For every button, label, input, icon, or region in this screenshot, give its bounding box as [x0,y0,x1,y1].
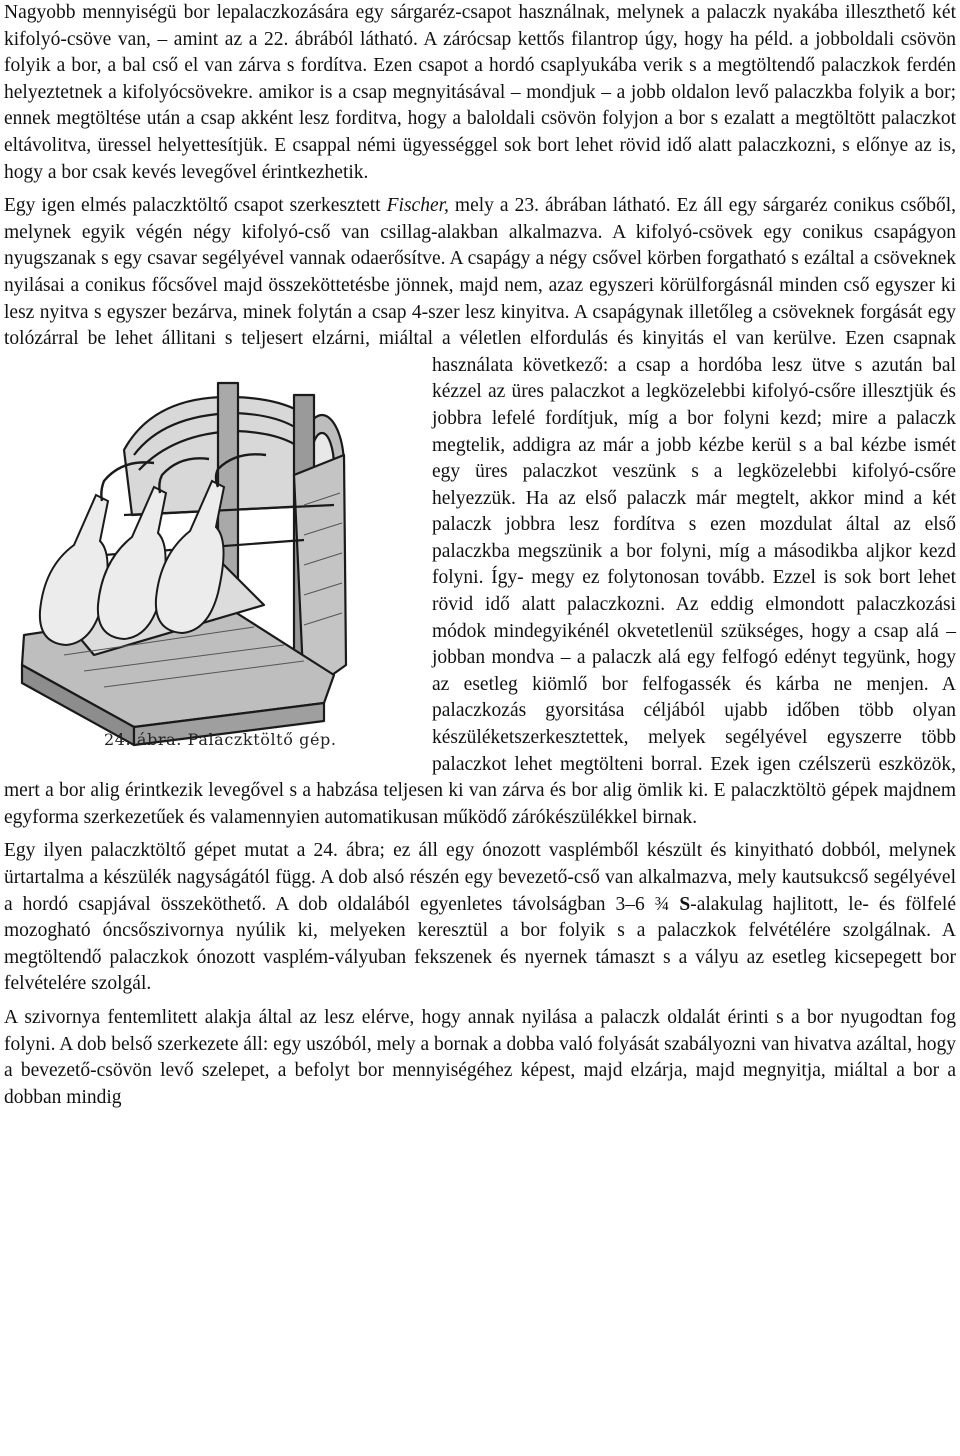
paragraph-2 [4,193,956,831]
figure-caption: 24. ábra. Palaczktöltő gép. [104,729,337,749]
paragraph-2-text-a: Egy igen elmés palaczktöltő csapot szerkesztett [4,195,387,217]
paragraph-4: A szivornya fentemlitett alakja által az lesz elérve, hogy annak nyilása a palaczk oldalát érinti s a bor nyugodtan fog folyni. A dob belső szerkezete áll: egy uszóból, mely a bornak a dobba való folyását szabályozni van hivatva azáltal, hogy a bevezető-csövön levő szelepet, a befolyt bor mennyiségéhez képest, majd elzárja, majd megnyitja, miáltal a bor a dobban mindig [4,1006,956,1108]
inventor-name: Fischer, [386,195,449,217]
paragraph-3-text-a: Egy ilyen palaczktöltő gépet mutat a 24. ábra; ez áll egy ónozott vasplémből készült és kinyitható dobból, melynek ürtartalma a készülék nagyságától függ. A dob alsó részén egy bevezető-cső van alkalmazva, mely kautsukcső segélyével a hordó csapjával összeköthető. A dob oldalából egyenletes távolságban 3–6 ¾ [4,840,956,915]
bold-letter-s: S [679,893,691,915]
paragraph-1: Nagyobb mennyiségü bor lepalaczkozására egy sárgaréz-csapot használnak, melynek a palaczk nyakába illeszthető két kifolyó-csöve van, – amint az a 22. ábrából látható. A zárócsap kettős filantrop úgy, hogy ha péld. a jobboldali csövön folyik a bor, a bal cső el van zárva s fordítva. Ezen csapot a hordó csaplyukába verik s a megtöltendő palaczkok ferdén helyeztetnek a kifolyócsövekre. amikor is a csap megnyitásával – mondjuk – a jobb oldalon levő palaczkba folyik a bor; ennek megtöltése után a csap akként lesz forditva, hogy a baloldali csövön folyjon a bor s ezalatt a megtöltött palaczkot eltávolitva, üressel helyettesítjük. E csappal némi ügyességgel sok bort lehet rövid idő alatt palaczkozni, s előnye az is, hogy a bor csak kevés levegővel érintkezhetik. [4,2,956,183]
paragraph-3-text-b: -alakulag hajlitott, le- és fölfelé mozogható óncsőszivornya nyúlik ki, melyeken keresztül a bor folyik s a palaczkok felvétélére szolgálnak. A megtöltendő palaczkok ónozott vasplém-vályuban fekszenek és nyernek támaszt s a vályu az esetleg kicsepegett bor felvételére szolgál. [4,893,956,995]
bottle-filling-machine-illustration [4,355,404,767]
paragraph-2-text-b: Ezen csapnak használata következő: a csap a hordóba lesz ütve s azután bal kézzel az üres palaczkot a legközelebbi kifolyó-csőre illesztjük és jobbra lefelé fordítjuk, míg a bor folyni kezd; mire a palaczk megtelik, addigra az már a jobb kézbe kerül s a bal kézbe ismét egy üres palaczkot veszünk s a legközelebbi kifolyó-csőre helyezzük. Ha az első palaczk már megtelt, akkor mind a két palaczk jobbra lesz fordítva s ezen mozdulat által az első palaczkba megszünik a bor folyni, míg a másodikba aljkor kezd folyni. Így- megy ez folytonosan tovább. Ezzel is sok bort lehet rövid idő alatt palaczkozni. Az eddig elmondott palaczkozási módok mindegyikénél okvetetlenül szükséges, hogy a csap alá – jobban mondva – a palaczk alá egy felfogó edényt tegyünk, hogy az esetleg kiömlő bor felfogassék és kárba ne menjen. A palaczkozás gyorsitása céljából ujabb időben több olyan készüléketszerkesztettek, melyek segélyével egyszerre több palaczkot lehet megtölteni borral. Ezek igen czélszerü eszközök, mert a bor alig érintkezik levegővel s a habzása teljesen ki van zárva és bor alig ömlik ki. E palaczktöltö gépek majdnem egyforma szerkezetűek és valamennyien automatikusan működő zárókészülékkel birnak. [4,328,956,828]
figure-24 [4,355,404,767]
paragraph-3 [4,838,956,998]
paragraph-2-text-b-start: mely a 23. ábrában látható. Ez áll egy sárgaréz conikus csőből, melynek egyik végén négy kifolyó-cső van csillag-alakban alkalmazva. A kifolyó-csövek egy conikus csapágyon nyugszanak s egy csavar segélyével vannak odaerősítve. A csapágy a négy csővel körben forgatható s ezáltal a csöveknek nyilásai a conikus főcsővel majd összeköttetésbe jönnek, majd nem, azaz egyszeri körülforgásnál minden cső egyszer ki lesz nyitva s egyszer bezárva, minek folytán a csap 4-szer lesz kinyitva. A csapágynak illetőleg a csöveknek forgását egy tolózárral be lehet állitani s teljesert elzárni, miáltal a véletlen elfordulás és kinyitás el van kerülve. [4,195,956,350]
